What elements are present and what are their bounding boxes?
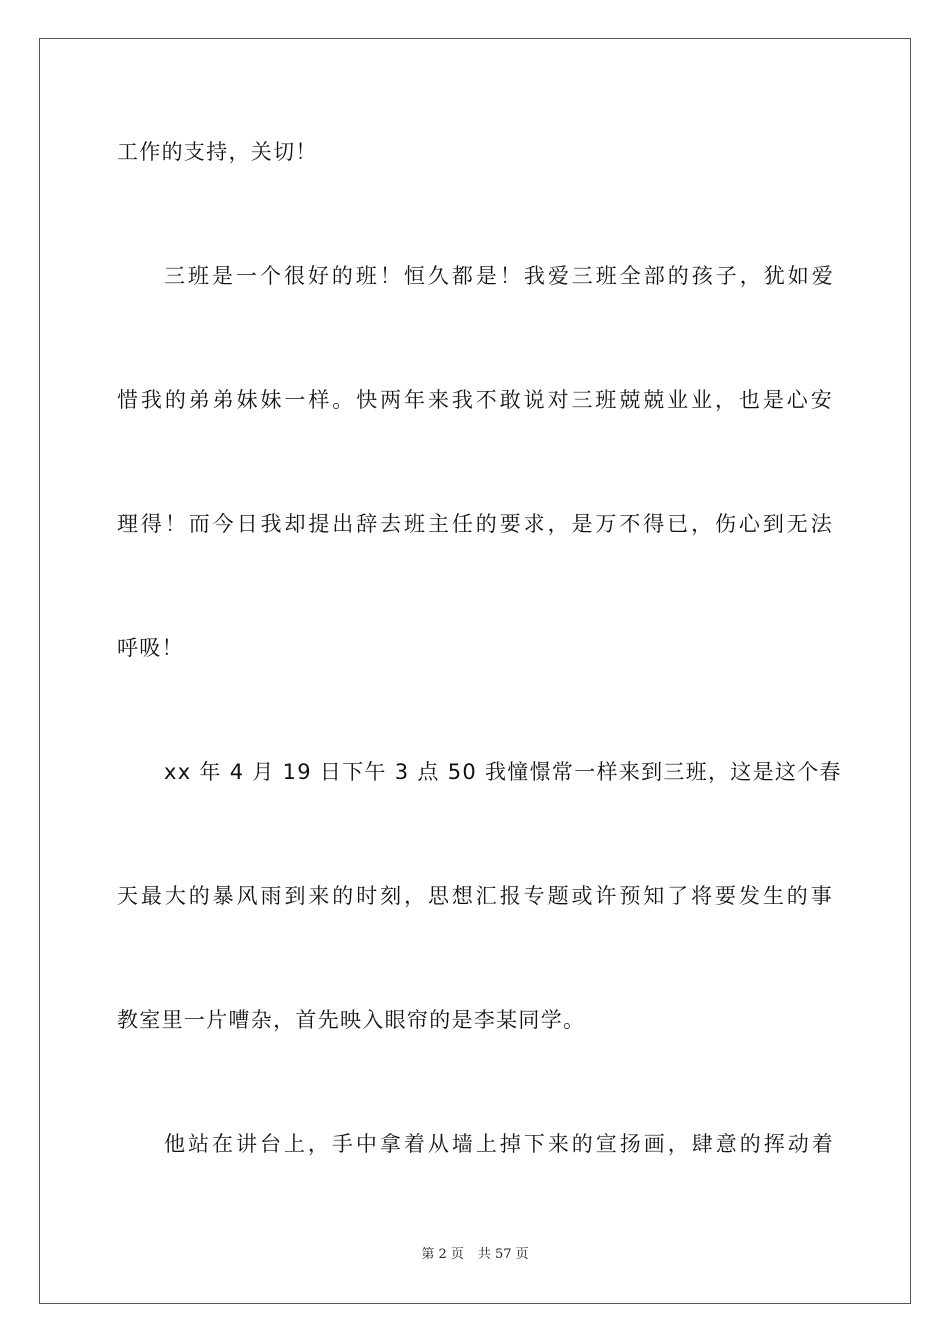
text-line-8: 教室里一片嘈杂，首先映入眼帘的是李某同学。	[117, 1008, 586, 1032]
text-line-1: 工作的支持，关切！	[117, 140, 318, 164]
text-line-4: 理得！而今日我却提出辞去班主任的要求，是万不得已，伤心到无法	[117, 512, 833, 536]
text-line-3: 惜我的弟弟妹妹一样。快两年来我不敢说对三班兢兢业业，也是心安	[117, 388, 833, 412]
text-line-6: xx 年 4 月 19 日下午 3 点 50 我憧憬常一样来到三班，这是这个春	[164, 760, 842, 784]
page-number: 第 2 页	[421, 1247, 464, 1262]
page-total: 共 57 页	[477, 1247, 529, 1262]
page-border	[39, 38, 911, 1304]
text-line-7: 天最大的暴风雨到来的时刻，思想汇报专题或许预知了将要发生的事	[117, 884, 833, 908]
text-line-9: 他站在讲台上，手中拿着从墙上掉下来的宣扬画，肆意的挥动着	[164, 1132, 834, 1156]
text-line-5: 呼吸！	[117, 636, 184, 660]
text-line-2: 三班是一个很好的班！恒久都是！我爱三班全部的孩子，犹如爱	[164, 264, 834, 288]
page-footer	[0, 1247, 950, 1263]
